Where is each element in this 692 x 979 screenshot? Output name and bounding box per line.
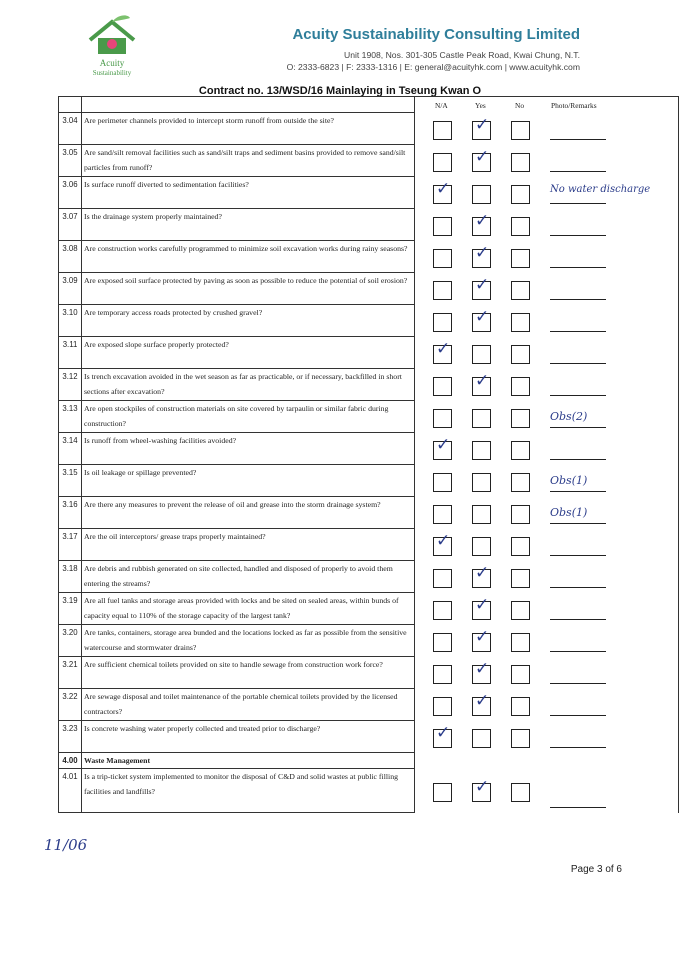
answer-cell [415,337,679,369]
checkbox-no[interactable] [511,121,530,140]
answer-cell [415,241,679,273]
answer-cell [415,753,679,769]
checkbox-no[interactable] [511,505,530,524]
checkbox-yes[interactable] [472,345,491,364]
checkbox-na[interactable] [433,722,452,748]
check-mark-icon: ✓ [475,242,490,263]
company-name: Acuity Sustainability Consulting Limited [292,26,580,43]
answer-cell [415,721,679,753]
checkbox-na[interactable] [433,249,452,268]
checkbox-no[interactable] [511,409,530,428]
remarks-line [550,363,606,364]
item-question: Are exposed soil surface protected by paving as soon as possible to reduce the potential of soil erosion? [82,273,415,305]
contact-line: O: 2333-6823 | F: 2333-1316 | E: general@acuityhk.com | www.acuityhk.com [286,61,580,72]
checklist-row [59,465,679,497]
check-mark-icon: ✓ [475,210,490,231]
checkbox-yes[interactable] [472,594,491,620]
answer-cell [415,689,679,721]
checkbox-na[interactable] [433,178,452,204]
checkbox-na[interactable] [433,313,452,332]
checklist-row [59,337,679,369]
remarks-line [550,459,606,460]
checkbox-na[interactable] [433,281,452,300]
remarks-line [550,267,606,268]
checkbox-na[interactable] [433,153,452,172]
checkbox-yes[interactable] [472,185,491,204]
check-mark-icon: ✓ [475,690,490,711]
checkbox-no[interactable] [511,537,530,556]
col-no-label: No [515,101,525,110]
checklist-row [59,529,679,561]
check-mark-icon: ✓ [475,658,490,679]
remarks-line [550,523,606,524]
item-question: Are debris and rubbish generated on site collected, handled and disposed of properly to avoid them entering the streams? [82,561,415,593]
remarks-line [550,203,606,204]
checklist-row [59,625,679,657]
checkbox-yes[interactable] [472,690,491,716]
answer-cell [415,465,679,497]
answer-cell [415,273,679,305]
item-question: Are open stockpiles of construction materials on site covered by tarpaulin or similar fabric during construction? [82,401,415,433]
checkbox-no[interactable] [511,601,530,620]
checklist-row [59,561,679,593]
checkbox-yes[interactable] [472,146,491,172]
answer-cell [415,769,679,813]
checkbox-na[interactable] [433,530,452,556]
checkbox-no[interactable] [511,313,530,332]
checkbox-yes[interactable] [472,370,491,396]
item-question: Is oil leakage or spillage prevented? [82,465,415,497]
checkbox-na[interactable] [433,409,452,428]
check-mark-icon: ✓ [436,722,451,743]
checkbox-yes[interactable] [472,505,491,524]
company-logo [72,14,152,84]
check-mark-icon: ✓ [475,146,490,167]
handwritten-remark: Obs(2) [550,409,588,423]
checkbox-yes[interactable] [472,210,491,236]
checkbox-na[interactable] [433,633,452,652]
col-remarks-label: Photo/Remarks [551,101,597,110]
item-number: 3.05 [59,145,82,177]
checkbox-no[interactable] [511,249,530,268]
item-question: Are sewage disposal and toilet maintenance of the portable chemical toilets provided by the licensed contractors? [82,689,415,721]
item-number: 3.10 [59,305,82,337]
answer-cell [415,145,679,177]
check-mark-icon: ✓ [475,274,490,295]
checkbox-no[interactable] [511,665,530,684]
checklist-row [59,145,679,177]
item-number: 3.07 [59,209,82,241]
checkbox-yes[interactable] [472,658,491,684]
checkbox-no[interactable] [511,473,530,492]
answer-cell [415,625,679,657]
check-mark-icon: ✓ [436,530,451,551]
item-question: Is surface runoff diverted to sedimentation facilities? [82,177,415,209]
checkbox-no[interactable] [511,377,530,396]
item-number: 3.18 [59,561,82,593]
item-question: Are all fuel tanks and storage areas provided with locks and be sited on sealed areas, within bunds of capacity equal to 110% of the storage capacity of the largest tank? [82,593,415,625]
check-mark-icon: ✓ [475,306,490,327]
checklist-row [59,721,679,753]
checklist-row [59,769,679,813]
checkbox-yes[interactable] [472,409,491,428]
remarks-line [550,139,606,140]
company-address-block [287,50,580,73]
checkbox-na[interactable] [433,338,452,364]
checkbox-na[interactable] [433,783,452,802]
check-mark-icon: ✓ [475,562,490,583]
handwritten-remark: Obs(1) [550,473,588,487]
item-number: 3.11 [59,337,82,369]
check-mark-icon: ✓ [475,594,490,615]
checklist-row [59,241,679,273]
remarks-line [550,619,606,620]
checkbox-yes[interactable] [472,729,491,748]
remarks-line [550,427,606,428]
remarks-line [550,395,606,396]
remarks-line [550,171,606,172]
checkbox-na[interactable] [433,473,452,492]
page-number: Page 3 of 6 [570,864,622,875]
item-number: 3.15 [59,465,82,497]
answer-cell [415,593,679,625]
checkbox-yes[interactable] [472,562,491,588]
checkbox-yes[interactable] [472,473,491,492]
item-number: 3.04 [59,113,82,145]
checkbox-na[interactable] [433,434,452,460]
check-mark-icon: ✓ [475,626,490,647]
check-mark-icon: ✓ [436,338,451,359]
item-number: 3.13 [59,401,82,433]
item-question: Are construction works carefully programmed to minimize soil excavation works during rainy seasons? [82,241,415,273]
check-mark-icon: ✓ [436,434,451,455]
item-question: Is concrete washing water properly collected and treated prior to discharge? [82,721,415,753]
checkbox-no[interactable] [511,153,530,172]
check-mark-icon: ✓ [436,178,451,199]
item-number: 3.06 [59,177,82,209]
item-number: 4.00 [59,753,82,769]
item-question: Are sufficient chemical toilets provided on site to handle sewage from construction work force? [82,657,415,689]
checklist-row [59,433,679,465]
checkbox-no[interactable] [511,783,530,802]
checklist-row [59,657,679,689]
handwritten-remark: No water discharge [550,183,651,195]
checklist-row [59,113,679,145]
header-answer-cell [415,97,679,113]
item-number: 3.20 [59,625,82,657]
header-question-cell [82,97,415,113]
logo-subtitle: Sustainability [92,69,132,77]
checkbox-yes[interactable] [472,306,491,332]
checkbox-no[interactable] [511,281,530,300]
checkbox-yes[interactable] [472,114,491,140]
logo-name: Acuity [99,58,125,68]
answer-cell [415,401,679,433]
checklist-row [59,369,679,401]
checkbox-yes[interactable] [472,537,491,556]
item-number: 3.22 [59,689,82,721]
remarks-line [550,683,606,684]
item-question: Are tanks, containers, storage area bunded and the locations locked as far as possible from the sensitive watercourse and stormwater drains? [82,625,415,657]
item-number: 3.09 [59,273,82,305]
checkbox-no[interactable] [511,729,530,748]
checkbox-no[interactable] [511,345,530,364]
check-mark-icon: ✓ [475,114,490,135]
item-number: 3.08 [59,241,82,273]
answer-cell [415,497,679,529]
col-yes-label: Yes [475,101,486,110]
checkbox-yes[interactable] [472,441,491,460]
answer-cell [415,529,679,561]
item-question: Is runoff from wheel-washing facilities avoided? [82,433,415,465]
checkbox-na[interactable] [433,665,452,684]
answer-cell [415,113,679,145]
answer-cell [415,561,679,593]
item-number: 3.23 [59,721,82,753]
item-question: Is trench excavation avoided in the wet season as far as practicable, or if necessary, backfilled in short sections after excavation? [82,369,415,401]
item-number: 3.12 [59,369,82,401]
item-question: Is a trip-ticket system implemented to monitor the disposal of C&D and solid wastes at public filling facilities and landfills? [82,769,415,813]
remarks-line [550,715,606,716]
checklist-row [59,177,679,209]
item-question: Are temporary access roads protected by crushed gravel? [82,305,415,337]
col-na-label: N/A [435,101,448,110]
remarks-line [550,331,606,332]
checkbox-na[interactable] [433,505,452,524]
answer-cell [415,177,679,209]
checkbox-no[interactable] [511,217,530,236]
remarks-line [550,491,606,492]
item-question: Is the drainage system properly maintained? [82,209,415,241]
item-number: 4.01 [59,769,82,813]
check-mark-icon: ✓ [475,370,490,391]
checkbox-yes[interactable] [472,776,491,802]
checklist-table [58,96,679,813]
checkbox-na[interactable] [433,377,452,396]
checklist-row [59,689,679,721]
checkbox-na[interactable] [433,217,452,236]
header-num-cell [59,97,82,113]
checklist-row [59,305,679,337]
handwritten-date: 11/06 [44,836,88,854]
remarks-line [550,651,606,652]
checkbox-yes[interactable] [472,274,491,300]
checkbox-no[interactable] [511,697,530,716]
remarks-line [550,235,606,236]
item-number: 3.14 [59,433,82,465]
answer-cell [415,369,679,401]
answer-cell [415,433,679,465]
checkbox-no[interactable] [511,633,530,652]
checkbox-yes[interactable] [472,626,491,652]
remarks-line [550,299,606,300]
checkbox-na[interactable] [433,697,452,716]
section-row [59,753,679,769]
checklist-row [59,593,679,625]
remarks-line [550,555,606,556]
checkbox-na[interactable] [433,569,452,588]
section-title: Waste Management [82,753,415,769]
item-question: Are there any measures to prevent the release of oil and grease into the storm drainage system? [82,497,415,529]
checkbox-no[interactable] [511,441,530,460]
check-mark-icon: ✓ [475,776,490,797]
item-question: Are sand/silt removal facilities such as sand/silt traps and sediment basins provided to remove sand/silt particles from runoff? [82,145,415,177]
item-question: Are perimeter channels provided to intercept storm runoff from outside the site? [82,113,415,145]
remarks-line [550,587,606,588]
item-number: 3.21 [59,657,82,689]
item-question: Are exposed slope surface properly protected? [82,337,415,369]
contract-title: Contract no. 13/WSD/16 Mainlaying in Tseung Kwan O [198,85,482,97]
checkbox-no[interactable] [511,185,530,204]
checklist-row [59,401,679,433]
item-number: 3.16 [59,497,82,529]
checkbox-na[interactable] [433,601,452,620]
house-leaf-icon [84,14,140,56]
handwritten-remark: Obs(1) [550,505,588,519]
checklist-row [59,209,679,241]
remarks-line [550,807,606,808]
table-header-row [59,97,679,113]
item-number: 3.17 [59,529,82,561]
item-question: Are the oil interceptors/ grease traps properly maintained? [82,529,415,561]
remarks-line [550,747,606,748]
checkbox-na[interactable] [433,121,452,140]
item-number: 3.19 [59,593,82,625]
checkbox-yes[interactable] [472,242,491,268]
answer-cell [415,209,679,241]
checklist-row [59,273,679,305]
address-line: Unit 1908, Nos. 301-305 Castle Peak Road, Kwai Chung, N.T. [344,50,580,60]
checkbox-no[interactable] [511,569,530,588]
answer-cell [415,305,679,337]
answer-cell [415,657,679,689]
checklist-row [59,497,679,529]
